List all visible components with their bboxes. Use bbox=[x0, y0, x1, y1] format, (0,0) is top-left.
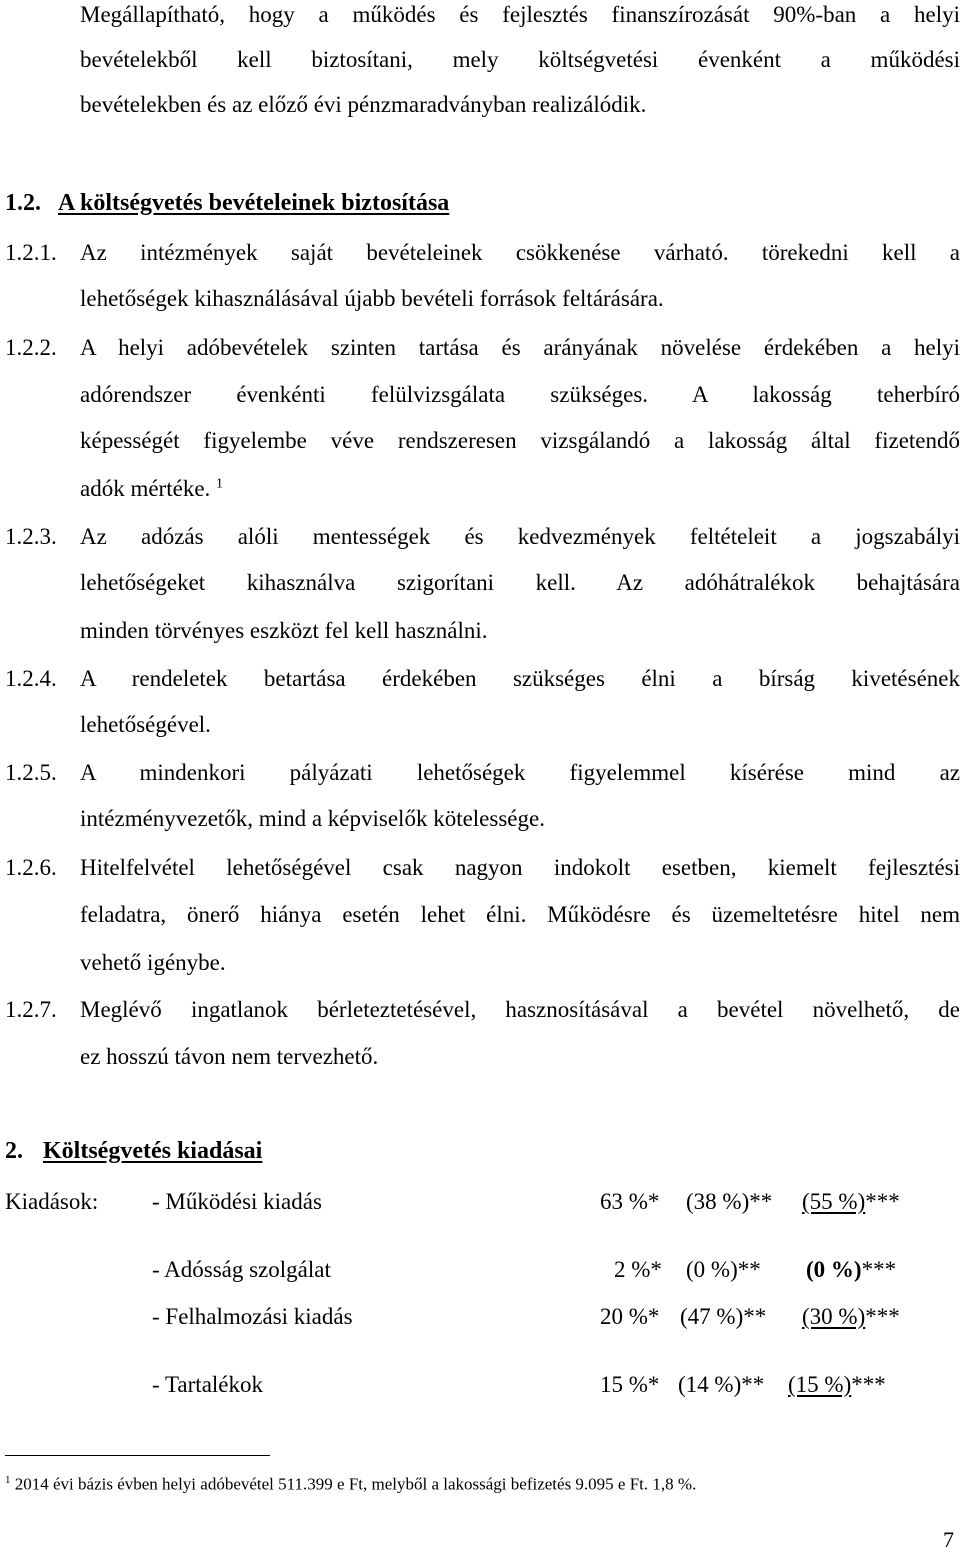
item-1-2-3-line-1: Az adózás alóli mentességek és kedvezmények feltételeit a jogszabályi bbox=[80, 524, 960, 549]
item-1-2-7-line-1: Meglévő ingatlanok bérleteztetésével, hasznosításával a bevétel növelhető, de bbox=[80, 997, 960, 1022]
section-2-number: 2. bbox=[5, 1138, 23, 1164]
item-1-2-7-number: 1.2.7. bbox=[5, 997, 57, 1022]
item-1-2-5-line-2: intézményvezetők, mind a képviselők kötelessége. bbox=[80, 806, 545, 831]
section-2-title: Költségvetés kiadásai bbox=[43, 1138, 263, 1164]
expenses-label: Kiadások: bbox=[5, 1189, 99, 1214]
expense-row-third-suffix: *** bbox=[865, 1189, 900, 1214]
expense-row-prior: (38 %)** bbox=[686, 1189, 773, 1214]
expense-row-third bbox=[802, 1304, 900, 1330]
item-1-2-2-line-1: A helyi adóbevételek szinten tartása és arányának növelése érdekében a helyi bbox=[80, 335, 960, 360]
item-1-2-7-line-2: ez hosszú távon nem tervezhető. bbox=[80, 1044, 379, 1069]
expense-row-name: - Működési kiadás bbox=[152, 1189, 322, 1214]
item-1-2-5-number: 1.2.5. bbox=[5, 760, 57, 785]
expense-row-third-value: (15 %) bbox=[788, 1372, 852, 1397]
expense-row-third-value: (0 %) bbox=[806, 1257, 862, 1282]
item-1-2-3-line-2: lehetőségeket kihasználva szigorítani kell. Az adóhátralékok behajtására bbox=[80, 570, 960, 595]
item-1-2-1-line-1: Az intézmények saját bevételeinek csökkenése várható. törekedni kell a bbox=[80, 240, 960, 265]
item-1-2-6-line-3: vehető igénybe. bbox=[80, 950, 226, 975]
section-1-2-number: 1.2. bbox=[5, 190, 41, 216]
expense-row-name: - Adósság szolgálat bbox=[152, 1257, 331, 1282]
expense-row-name: - Felhalmozási kiadás bbox=[152, 1304, 353, 1329]
expense-row-current: 2 %* bbox=[614, 1257, 662, 1282]
item-1-2-2-number: 1.2.2. bbox=[5, 335, 57, 360]
expense-row-third-value: (55 %) bbox=[802, 1189, 866, 1214]
expense-row-current: 63 %* bbox=[600, 1189, 660, 1214]
expense-row-prior: (47 %)** bbox=[680, 1304, 767, 1329]
item-1-2-6-line-2: feladatra, önerő hiánya esetén lehet élni. Működésre és üzemeltetésre hitel nem bbox=[80, 902, 960, 927]
item-1-2-6-line-1: Hitelfelvétel lehetőségével csak nagyon indokolt esetben, kiemelt fejlesztési bbox=[80, 855, 960, 880]
expense-row-third bbox=[788, 1372, 886, 1398]
item-1-2-5-line-1: A mindenkori pályázati lehetőségek figyelemmel kísérése mind az bbox=[80, 760, 960, 785]
expense-row-third bbox=[802, 1189, 900, 1215]
expense-row-prior: (0 %)** bbox=[686, 1257, 761, 1282]
item-1-2-2-line-3: képességét figyelembe véve rendszeresen vizsgálandó a lakosság által fizetendő bbox=[80, 428, 960, 453]
intro-line-3: bevételekben és az előző évi pénzmaradványban realizálódik. bbox=[80, 92, 647, 117]
footnote-text: 2014 évi bázis évben helyi adóbevétel 511.399 e Ft, melyből a lakossági befizetés 9.095 e Ft. 1,8 %. bbox=[14, 1474, 697, 1494]
item-1-2-4-line-2: lehetőségével. bbox=[80, 712, 211, 737]
expense-row-current: 20 %* bbox=[600, 1304, 660, 1329]
expense-row-third-suffix: *** bbox=[865, 1304, 900, 1329]
intro-line-1: Megállapítható, hogy a működés és fejlesztés finanszírozását 90%-ban a helyi bbox=[80, 2, 960, 27]
item-1-2-1-line-2: lehetőségek kihasználásával újabb bevételi források feltárására. bbox=[80, 286, 664, 311]
item-1-2-6-number: 1.2.6. bbox=[5, 855, 57, 880]
expense-row-current: 15 %* bbox=[600, 1372, 660, 1397]
page-number: 7 bbox=[943, 1527, 954, 1552]
item-1-2-1-number: 1.2.1. bbox=[5, 240, 57, 265]
expense-row-third-suffix: *** bbox=[861, 1257, 897, 1282]
item-1-2-4-number: 1.2.4. bbox=[5, 666, 57, 691]
item-1-2-2-line-4-text: adók mértéke. bbox=[80, 476, 211, 501]
item-1-2-4-line-1: A rendeletek betartása érdekében szükséges élni a bírság kivetésének bbox=[80, 666, 960, 691]
item-1-2-2-line-4 bbox=[80, 476, 223, 502]
expense-row-name: - Tartalékok bbox=[152, 1372, 264, 1397]
expense-row-prior: (14 %)** bbox=[678, 1372, 765, 1397]
item-1-2-3-number: 1.2.3. bbox=[5, 524, 57, 549]
expense-row-third-value: (30 %) bbox=[802, 1304, 866, 1329]
footnote-marker: 1 bbox=[5, 1474, 11, 1486]
item-1-2-3-line-3: minden törvényes eszközt fel kell használni. bbox=[80, 618, 488, 643]
expense-row-third-suffix: *** bbox=[851, 1372, 886, 1397]
footnote bbox=[5, 1474, 696, 1495]
expense-row-third bbox=[806, 1257, 896, 1283]
intro-line-2: bevételekből kell biztosítani, mely költségvetési évenként a működési bbox=[80, 47, 960, 72]
item-1-2-2-line-2: adórendszer évenkénti felülvizsgálata szükséges. A lakosság teherbíró bbox=[80, 382, 960, 407]
section-1-2-title: A költségvetés bevételeinek biztosítása bbox=[58, 190, 450, 216]
footnote-separator bbox=[5, 1455, 270, 1456]
footnote-reference[interactable]: 1 bbox=[216, 476, 224, 492]
